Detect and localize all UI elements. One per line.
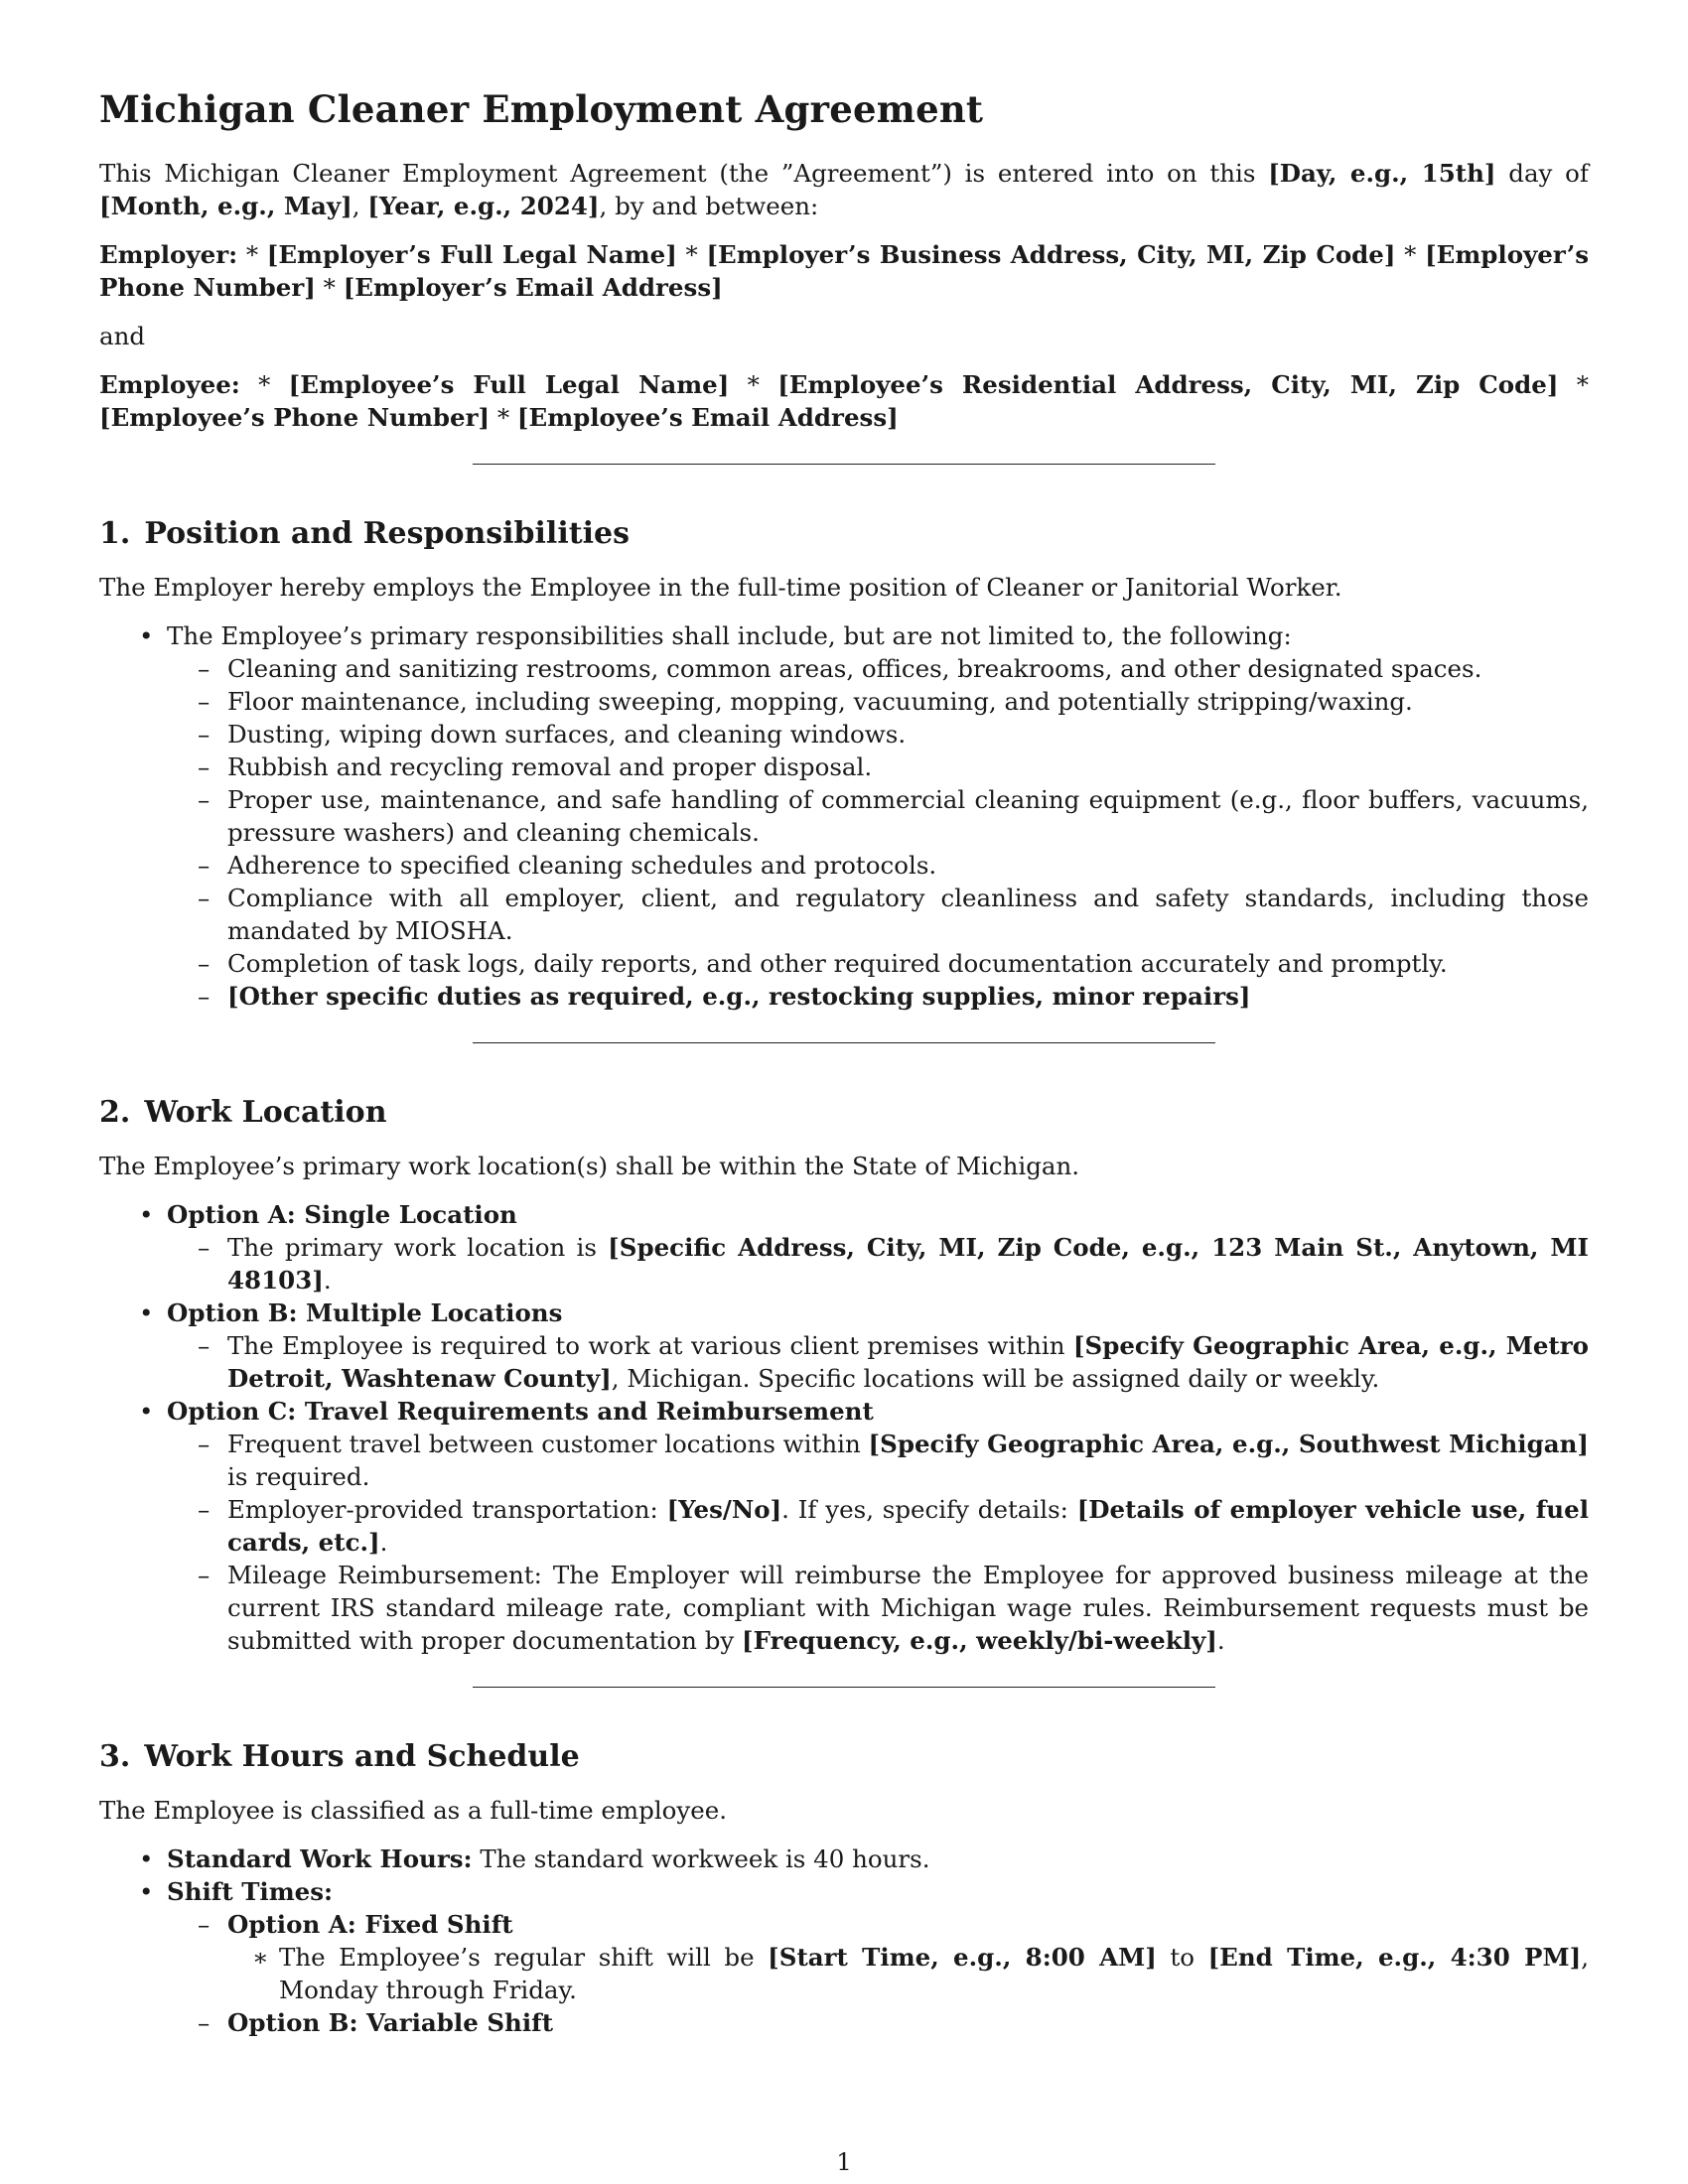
employee-phone-placeholder: [Employee’s Phone Number] [99,403,491,432]
duty-item: – Completion of task logs, daily reports, and other required documentation accurately and promptly. [227,947,1589,980]
responsibilities-list [99,619,1589,1013]
start-time-placeholder: [Start Time, e.g., 8:00 AM] [768,1943,1157,1972]
option-details [167,1329,1589,1395]
list-item [279,1941,1589,2006]
list-item [167,619,1589,1013]
list-item [227,1559,1589,1657]
employee-email-placeholder: [Employee’s Email Address] [516,403,899,432]
section-number: 3. [99,1739,131,1774]
intro-text: This Michigan Cleaner Employment Agreement (the ”Agreement”) is entered into on this [99,159,1269,188]
intro-text: , by and between: [599,192,819,220]
employee-address-placeholder: [Employee’s Residential Address, City, MI, Zip Code] [777,370,1559,399]
variable-shift-item [227,2006,1589,2039]
list-item [167,1843,1589,1875]
list-item [167,1875,1589,2039]
text: . [323,1266,332,1295]
option-title: Option A: Single Location [167,1200,517,1229]
list-item [227,1329,1589,1395]
option-title: Option A: Fixed Shift [227,1910,513,1939]
section-divider [473,464,1215,465]
employee-label: Employee: [99,370,240,399]
text: . If yes, specify details: [781,1495,1077,1524]
option-title: Option B: Variable Shift [227,2008,554,2037]
section3-intro: The Employee is classified as a full-time employee. [99,1796,728,1825]
shift-options [167,1908,1589,2039]
text: , Michigan. Specific locations will be assigned daily or weekly. [611,1364,1380,1393]
employee-name-placeholder: [Employee’s Full Legal Name] [288,370,730,399]
section-divider [473,1687,1215,1688]
section-heading-position [99,516,1589,551]
option-a-item [167,1198,1589,1297]
section-divider [473,1042,1215,1043]
frequency-placeholder: [Frequency, e.g., weekly/bi-weekly] [742,1626,1217,1655]
separator: * [676,240,707,269]
employer-label: Employer: [99,240,238,269]
section-title: Position and Responsibilities [144,516,630,551]
intro-paragraph [99,157,1589,222]
day-placeholder: [Day, e.g., 15th] [1268,159,1496,188]
text: to [1156,1943,1208,1972]
separator: * [729,370,778,399]
option-details [167,1231,1589,1297]
duty-item: – Proper use, maintenance, and safe handling of commercial cleaning equipment (e.g., floor buffers, vacuums, pressure washers) and cleaning chemicals. [227,783,1589,849]
employer-email-placeholder: [Employer’s Email Address] [343,273,723,302]
responsibilities-intro: The Employee’s primary responsibilities shall include, but are not limited to, the following: [167,621,1292,650]
option-title: Option C: Travel Requirements and Reimbursement [167,1397,874,1426]
intro-text: day of [1495,159,1589,188]
list-item [227,1493,1589,1559]
text: The standard workweek is 40 hours. [472,1844,930,1873]
standard-hours-label: Standard Work Hours: [167,1844,473,1873]
section-heading-work-location [99,1095,1589,1130]
section-number: 1. [99,516,131,551]
document-title: Michigan Cleaner Employment Agreement [99,87,984,131]
location-options-list [99,1198,1589,1657]
section-number: 2. [99,1095,131,1130]
duty-item: – Dusting, wiping down surfaces, and cleaning windows. [227,718,1589,751]
fixed-shift-item [227,1908,1589,2006]
shift-times-label: Shift Times: [167,1877,334,1906]
address-placeholder: [Specific Address, City, MI, Zip Code, e.g., 123 Main St., Anytown, MI 48103] [227,1233,1589,1295]
text: . [1216,1626,1225,1655]
separator: * [490,403,517,432]
employer-phone-placeholder: [Employer’s Phone Number] [99,240,1590,302]
end-time-placeholder: [End Time, e.g., 4:30 PM] [1207,1943,1582,1972]
separator: * [239,370,289,399]
duty-item: – Compliance with all employer, client, and regulatory cleanliness and safety standards, including those mandated by MIOSHA. [227,882,1589,947]
text: The Employee is required to work at various client premises within [227,1331,1073,1360]
option-title: Option B: Multiple Locations [167,1298,563,1327]
employee-block [99,368,1589,434]
page-number: 1 [836,2147,852,2176]
option-details [167,1428,1589,1657]
text: , Monday through Friday. [279,1943,1589,2004]
text: Mileage Reimbursement: The Employer will reimburse the Employee for approved business mileage at the current IRS standard mileage rate, compliant with Michigan wage rules. Reimbursement requests must be submitted with proper documentation by [227,1561,1589,1655]
duty-item [227,980,1589,1013]
text: Employer-provided transportation: [227,1495,667,1524]
option-b-item [167,1297,1589,1395]
section2-intro: The Employee’s primary work location(s) shall be within the State of Michigan. [99,1152,1080,1180]
list-item [227,1428,1589,1493]
duty-item: – Adherence to specified cleaning schedules and protocols. [227,849,1589,882]
text: Frequent travel between customer locations within [227,1430,869,1458]
text: is required. [227,1462,370,1491]
separator: * [315,273,344,302]
separator: * [1558,370,1590,399]
text: The primary work location is [227,1233,609,1262]
list-item [227,1231,1589,1297]
shift-details [227,1941,1589,2006]
area-placeholder: [Specify Geographic Area, e.g., Metro Detroit, Washtenaw County] [227,1331,1589,1393]
text: . [379,1528,388,1557]
separator: * [237,240,267,269]
duty-item: – Floor maintenance, including sweeping, mopping, vacuuming, and potentially stripping/waxing. [227,685,1589,718]
employer-name-placeholder: [Employer’s Full Legal Name] [266,240,677,269]
duties-list [167,652,1589,1013]
section-title: Work Hours and Schedule [144,1739,580,1774]
option-c-item [167,1395,1589,1657]
month-placeholder: [Month, e.g., May] [99,192,352,220]
duty-item: – Cleaning and sanitizing restrooms, common areas, offices, breakrooms, and other designated spaces. [227,652,1589,685]
document-page [99,87,1589,2043]
work-hours-list [99,1843,1589,2039]
employer-address-placeholder: [Employer’s Business Address, City, MI, Zip Code] [706,240,1396,269]
employer-block [99,238,1589,304]
vehicle-details-placeholder: [Details of employer vehicle use, fuel cards, etc.] [227,1495,1589,1557]
and-text: and [99,322,146,350]
section-heading-work-hours [99,1739,1589,1774]
other-duties-placeholder: [Other specific duties as required, e.g., restocking supplies, minor repairs] [227,982,1251,1011]
intro-text: , [352,192,368,220]
section-title: Work Location [144,1095,387,1130]
text: The Employee’s regular shift will be [279,1943,769,1972]
yes-no-placeholder: [Yes/No] [666,1495,782,1524]
year-placeholder: [Year, e.g., 2024] [367,192,600,220]
section1-intro: The Employer hereby employs the Employee in the full-time position of Cleaner or Janitorial Worker. [99,573,1342,602]
area-placeholder: [Specify Geographic Area, e.g., Southwest Michigan] [868,1430,1589,1458]
duty-item: – Rubbish and recycling removal and proper disposal. [227,751,1589,783]
separator: * [1395,240,1426,269]
